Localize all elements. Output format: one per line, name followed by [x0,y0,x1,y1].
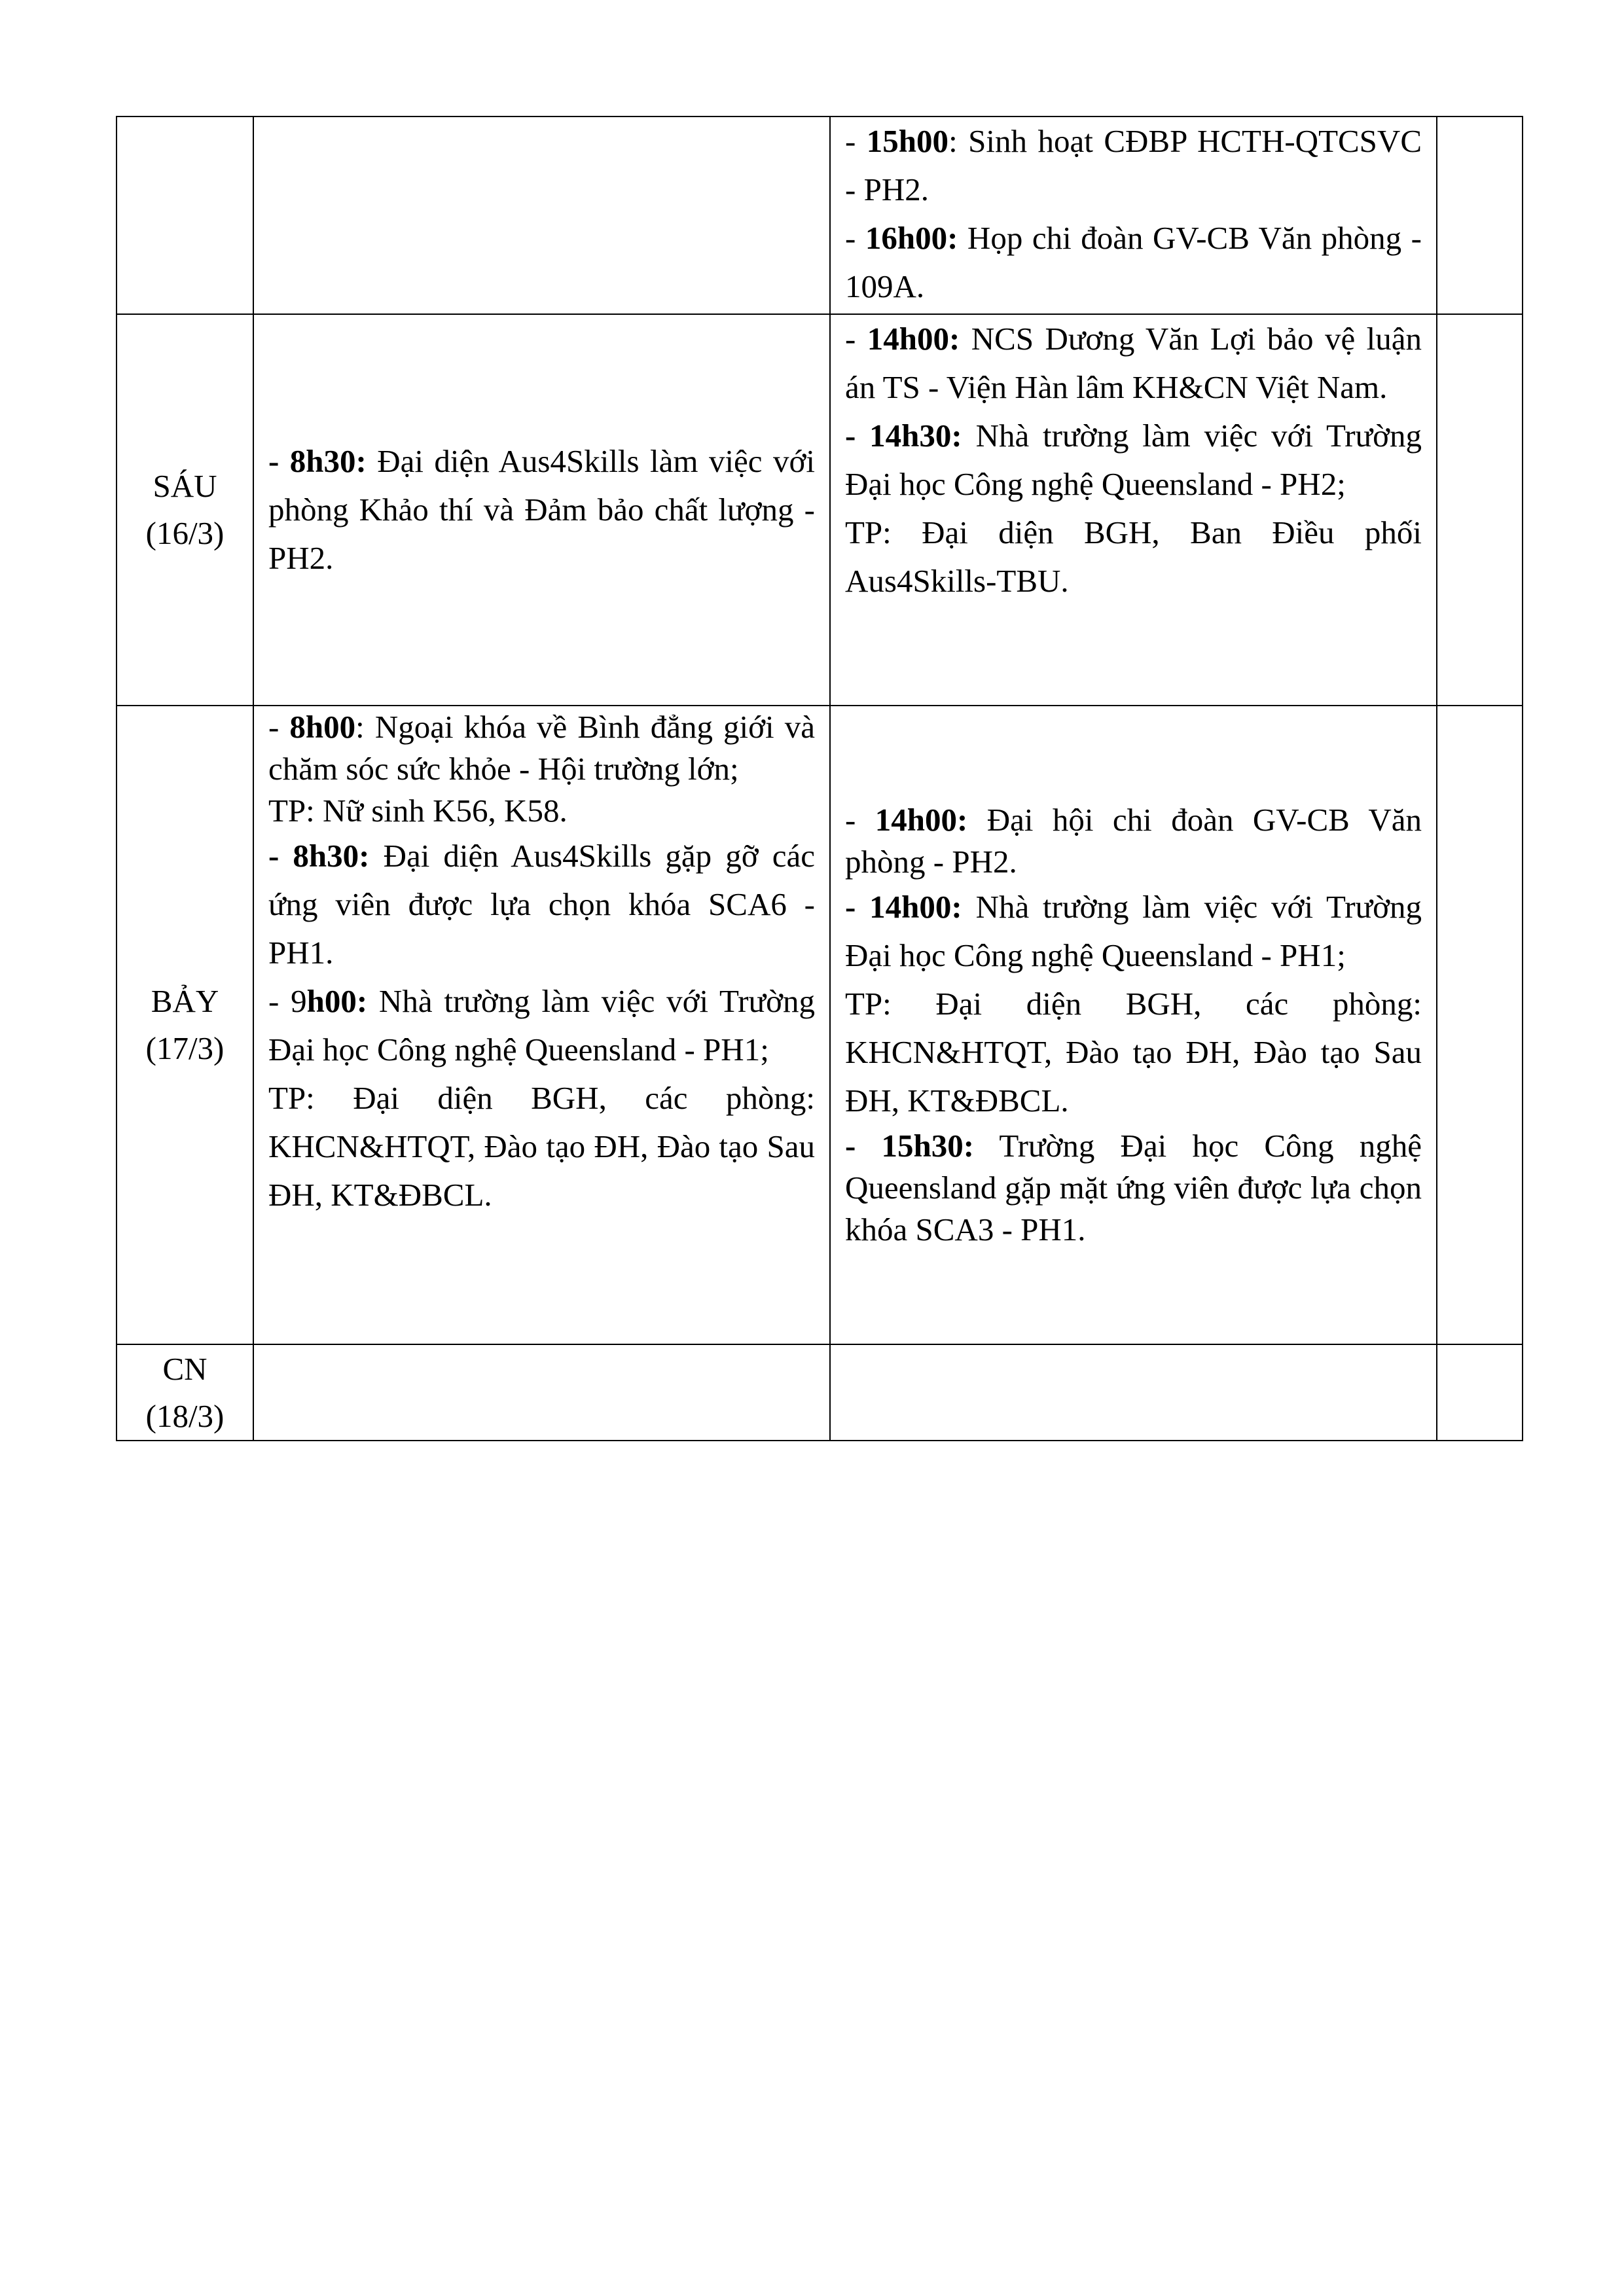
item-sep: : [948,123,958,159]
item-dash: - [268,838,280,874]
item-time: 15h00 [866,123,949,159]
schedule-table [116,116,1523,1441]
item-text: Nhà trường làm việc với Trường Đại học Công nghệ Queensland - PH2; [845,418,1422,502]
schedule-item [845,799,1422,883]
item-dash: - 9 [268,983,307,1019]
day-date: (17/3) [145,1030,225,1066]
afternoon-cell [830,117,1437,314]
schedule-item [845,315,1422,412]
item-text: Họp chi đoàn GV-CB Văn phòng - 109A. [845,220,1422,304]
item-text: Đại diện Aus4Skills làm việc với phòng Khảo thí và Đảm bảo chất lượng - PH2. [268,443,815,576]
day-cell [117,117,253,314]
item-dash: - [268,709,280,745]
item-dash: - [845,889,856,925]
afternoon-cell [830,1344,1437,1441]
item-time: 8h30: [289,443,367,479]
schedule-item [845,1125,1422,1251]
item-time: 15h30: [881,1128,975,1164]
afternoon-cell [830,706,1437,1344]
note-cell [1437,314,1523,706]
item-dash: - [845,220,856,256]
day-name: BẢY [151,983,219,1019]
schedule-item [845,117,1422,214]
morning-cell [253,117,830,314]
note-cell [1437,1344,1523,1441]
schedule-item [268,977,815,1074]
item-time: 8h00 [289,709,356,745]
afternoon-cell [830,314,1437,706]
item-text: Đại diện Aus4Skills gặp gỡ các ứng viên được lựa chọn khóa SCA6 - PH1. [268,838,815,971]
item-dash: - [268,443,280,479]
morning-cell [253,706,830,1344]
item-dash: - [845,418,856,454]
schedule-row-saturday [117,706,1523,1344]
item-time: 14h30: [869,418,962,454]
item-dash: - [845,123,856,159]
morning-cell [253,1344,830,1441]
item-sep: : [355,709,365,745]
day-cell [117,314,253,706]
item-text: Nhà trường làm việc với Trường Đại học Công nghệ Queensland - PH1; [268,983,815,1067]
item-time: 16h00: [865,220,958,256]
day-cell [117,1344,253,1441]
note-cell [1437,706,1523,1344]
item-text: Sinh hoạt CĐBP HCTH-QTCSVC - PH2. [845,123,1422,207]
item-text: Trường Đại học Công nghệ Queensland gặp mặt ứng viên được lựa chọn khóa SCA3 - PH1. [845,1128,1422,1247]
schedule-item [268,832,815,977]
participants-note: TP: Đại diện BGH, các phòng: KHCN&HTQT, Đào tạo ĐH, Đào tạo Sau ĐH, KT&ĐBCL. [845,986,1422,1119]
item-text: Nhà trường làm việc với Trường Đại học Công nghệ Queensland - PH1; [845,889,1422,973]
schedule-row-friday [117,314,1523,706]
item-time: 14h00: [867,321,960,357]
schedule-row-continued [117,117,1523,314]
day-date: (18/3) [145,1397,225,1434]
day-name: CN [162,1350,208,1387]
item-dash: - [845,321,856,357]
item-time: 14h00: [869,889,962,925]
item-text: Đại hội chi đoàn GV-CB Văn phòng - PH2. [845,802,1422,880]
participants-note: TP: Đại diện BGH, Ban Điều phối Aus4Skills-TBU. [845,514,1422,599]
schedule-item [845,214,1422,311]
schedule-item [268,437,815,583]
schedule-item [845,412,1422,509]
item-dash: - [845,802,856,838]
participants-note: TP: Đại diện BGH, các phòng: KHCN&HTQT, Đào tạo ĐH, Đào tạo Sau ĐH, KT&ĐBCL. [268,1080,815,1213]
note-cell [1437,117,1523,314]
item-text: Ngoại khóa về Bình đẳng giới và chăm sóc sức khỏe - Hội trường lớn; [268,709,815,787]
day-name: SÁU [153,468,217,504]
item-time: 8h30: [293,838,370,874]
schedule-item [845,883,1422,980]
item-time: h00: [306,983,368,1019]
item-text: NCS Dương Văn Lợi bảo vệ luận án TS - Viện Hàn lâm KH&CN Việt Nam. [845,321,1422,405]
item-dash: - [845,1128,856,1164]
morning-cell [253,314,830,706]
day-date: (16/3) [145,515,225,551]
participants-note: TP: Nữ sinh K56, K58. [268,793,568,829]
item-time: 14h00: [875,802,968,838]
day-cell [117,706,253,1344]
schedule-item [268,706,815,790]
schedule-row-sunday [117,1344,1523,1441]
